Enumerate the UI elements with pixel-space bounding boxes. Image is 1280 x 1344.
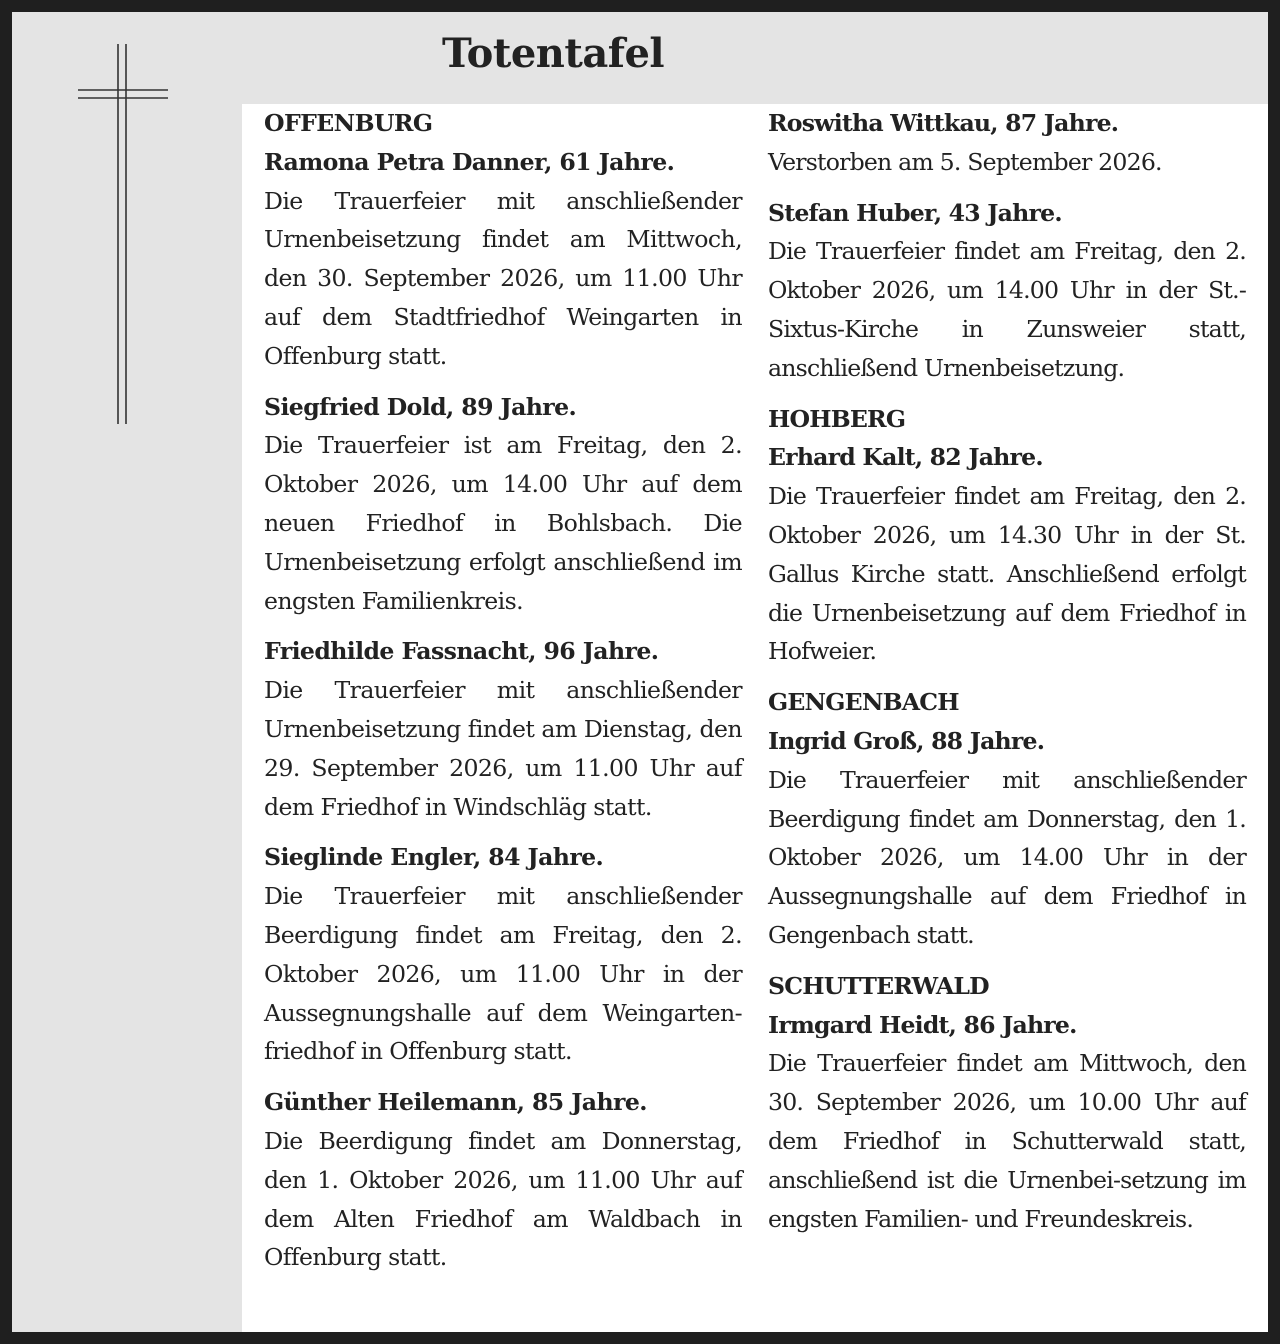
deceased-name: Ramona Petra Danner, 61 Jahre. [264, 147, 675, 176]
deceased-name: Günther Heilemann, 85 Jahre. [264, 1088, 647, 1117]
deceased-name: Erhard Kalt, 82 Jahre. [768, 443, 1043, 472]
obituary-entry [768, 104, 1246, 182]
service-details: Die Trauerfeier mit anschließender Beerdigung findet am Donnerstag, den 1. Oktober 2026, um 14.00 Uhr in der Aussegnungshalle auf dem Friedhof in Gengenbach statt. [768, 765, 1246, 949]
deceased-name: Roswitha Wittkau, 87 Jahre. [768, 109, 1119, 137]
cross-icon [12, 12, 252, 452]
service-details: Die Trauerfeier mit anschließender Urnenbeisetzung findet am Mittwoch, den 30. September 2026, um 11.00 Uhr auf dem Stadtfriedhof Weingarten in Offenburg statt. [264, 186, 742, 370]
service-details: Verstorben am 5. September 2026. [768, 147, 1162, 176]
deceased-name: Stefan Huber, 43 Jahre. [768, 198, 1062, 227]
page-title: Totentafel [442, 30, 665, 77]
service-details: Die Trauerfeier ist am Freitag, den 2. Oktober 2026, um 14.00 Uhr auf dem neuen Friedhof in Bohlsbach. Die Urnenbeisetzung erfolgt anschließend im engsten Familienkreis. [264, 431, 742, 615]
obituary-entry [768, 400, 1246, 672]
service-details: Die Beerdigung findet am Donnerstag, den 1. Oktober 2026, um 11.00 Uhr auf dem Alten Friedhof am Waldbach in Offenburg statt. [264, 1126, 742, 1272]
obituary-entry [768, 967, 1246, 1239]
location-heading: OFFENBURG [264, 109, 433, 137]
service-details: Die Trauerfeier findet am Freitag, den 2. Oktober 2026, um 14.00 Uhr in der St.-Sixtus-Kirche in Zunsweier statt, anschließend Urnenbeisetzung. [768, 237, 1246, 382]
obituary-entry [768, 194, 1246, 388]
deceased-name: Sieglinde Engler, 84 Jahre. [264, 843, 604, 872]
service-details: Die Trauerfeier findet am Freitag, den 2. Oktober 2026, um 14.30 Uhr in der St. Gallus Kirche statt. Anschließend erfolgt die Urnenbeisetzung auf dem Friedhof in Hofweier. [768, 482, 1246, 666]
service-details: Die Trauerfeier findet am Mittwoch, den 30. September 2026, um 10.00 Uhr auf dem Friedhof in Schutterwald statt, anschließend ist die Urnenbei-setzung im engsten Familien- und Freundeskreis. [768, 1049, 1246, 1233]
service-details: Die Trauerfeier mit anschließender Urnenbeisetzung findet am Dienstag, den 29. September 2026, um 11.00 Uhr auf dem Friedhof in Windschläg statt. [264, 676, 742, 821]
location-heading: SCHUTTERWALD [768, 971, 989, 1000]
service-details: Die Trauerfeier mit anschließender Beerdigung findet am Freitag, den 2. Oktober 2026, um 11.00 Uhr in der Aussegnungshalle auf dem Weingarten-friedhof in Offenburg statt. [264, 882, 742, 1066]
obituary-entry [264, 388, 742, 621]
deceased-name: Friedhilde Fassnacht, 96 Jahre. [264, 637, 659, 666]
obituary-entry [264, 104, 742, 376]
location-heading: HOHBERG [768, 404, 906, 433]
obituary-listing [242, 104, 1268, 1332]
obituary-entry [264, 632, 742, 826]
left-column [264, 104, 742, 1277]
obituary-entry [264, 838, 742, 1071]
location-heading: GENGENBACH [768, 688, 959, 717]
deceased-name: Siegfried Dold, 89 Jahre. [264, 392, 577, 421]
right-column [768, 104, 1246, 1238]
deceased-name: Ingrid Groß, 88 Jahre. [768, 726, 1045, 755]
obituary-entry [264, 1083, 742, 1277]
obituary-entry [768, 683, 1246, 955]
deceased-name: Irmgard Heidt, 86 Jahre. [768, 1010, 1077, 1039]
